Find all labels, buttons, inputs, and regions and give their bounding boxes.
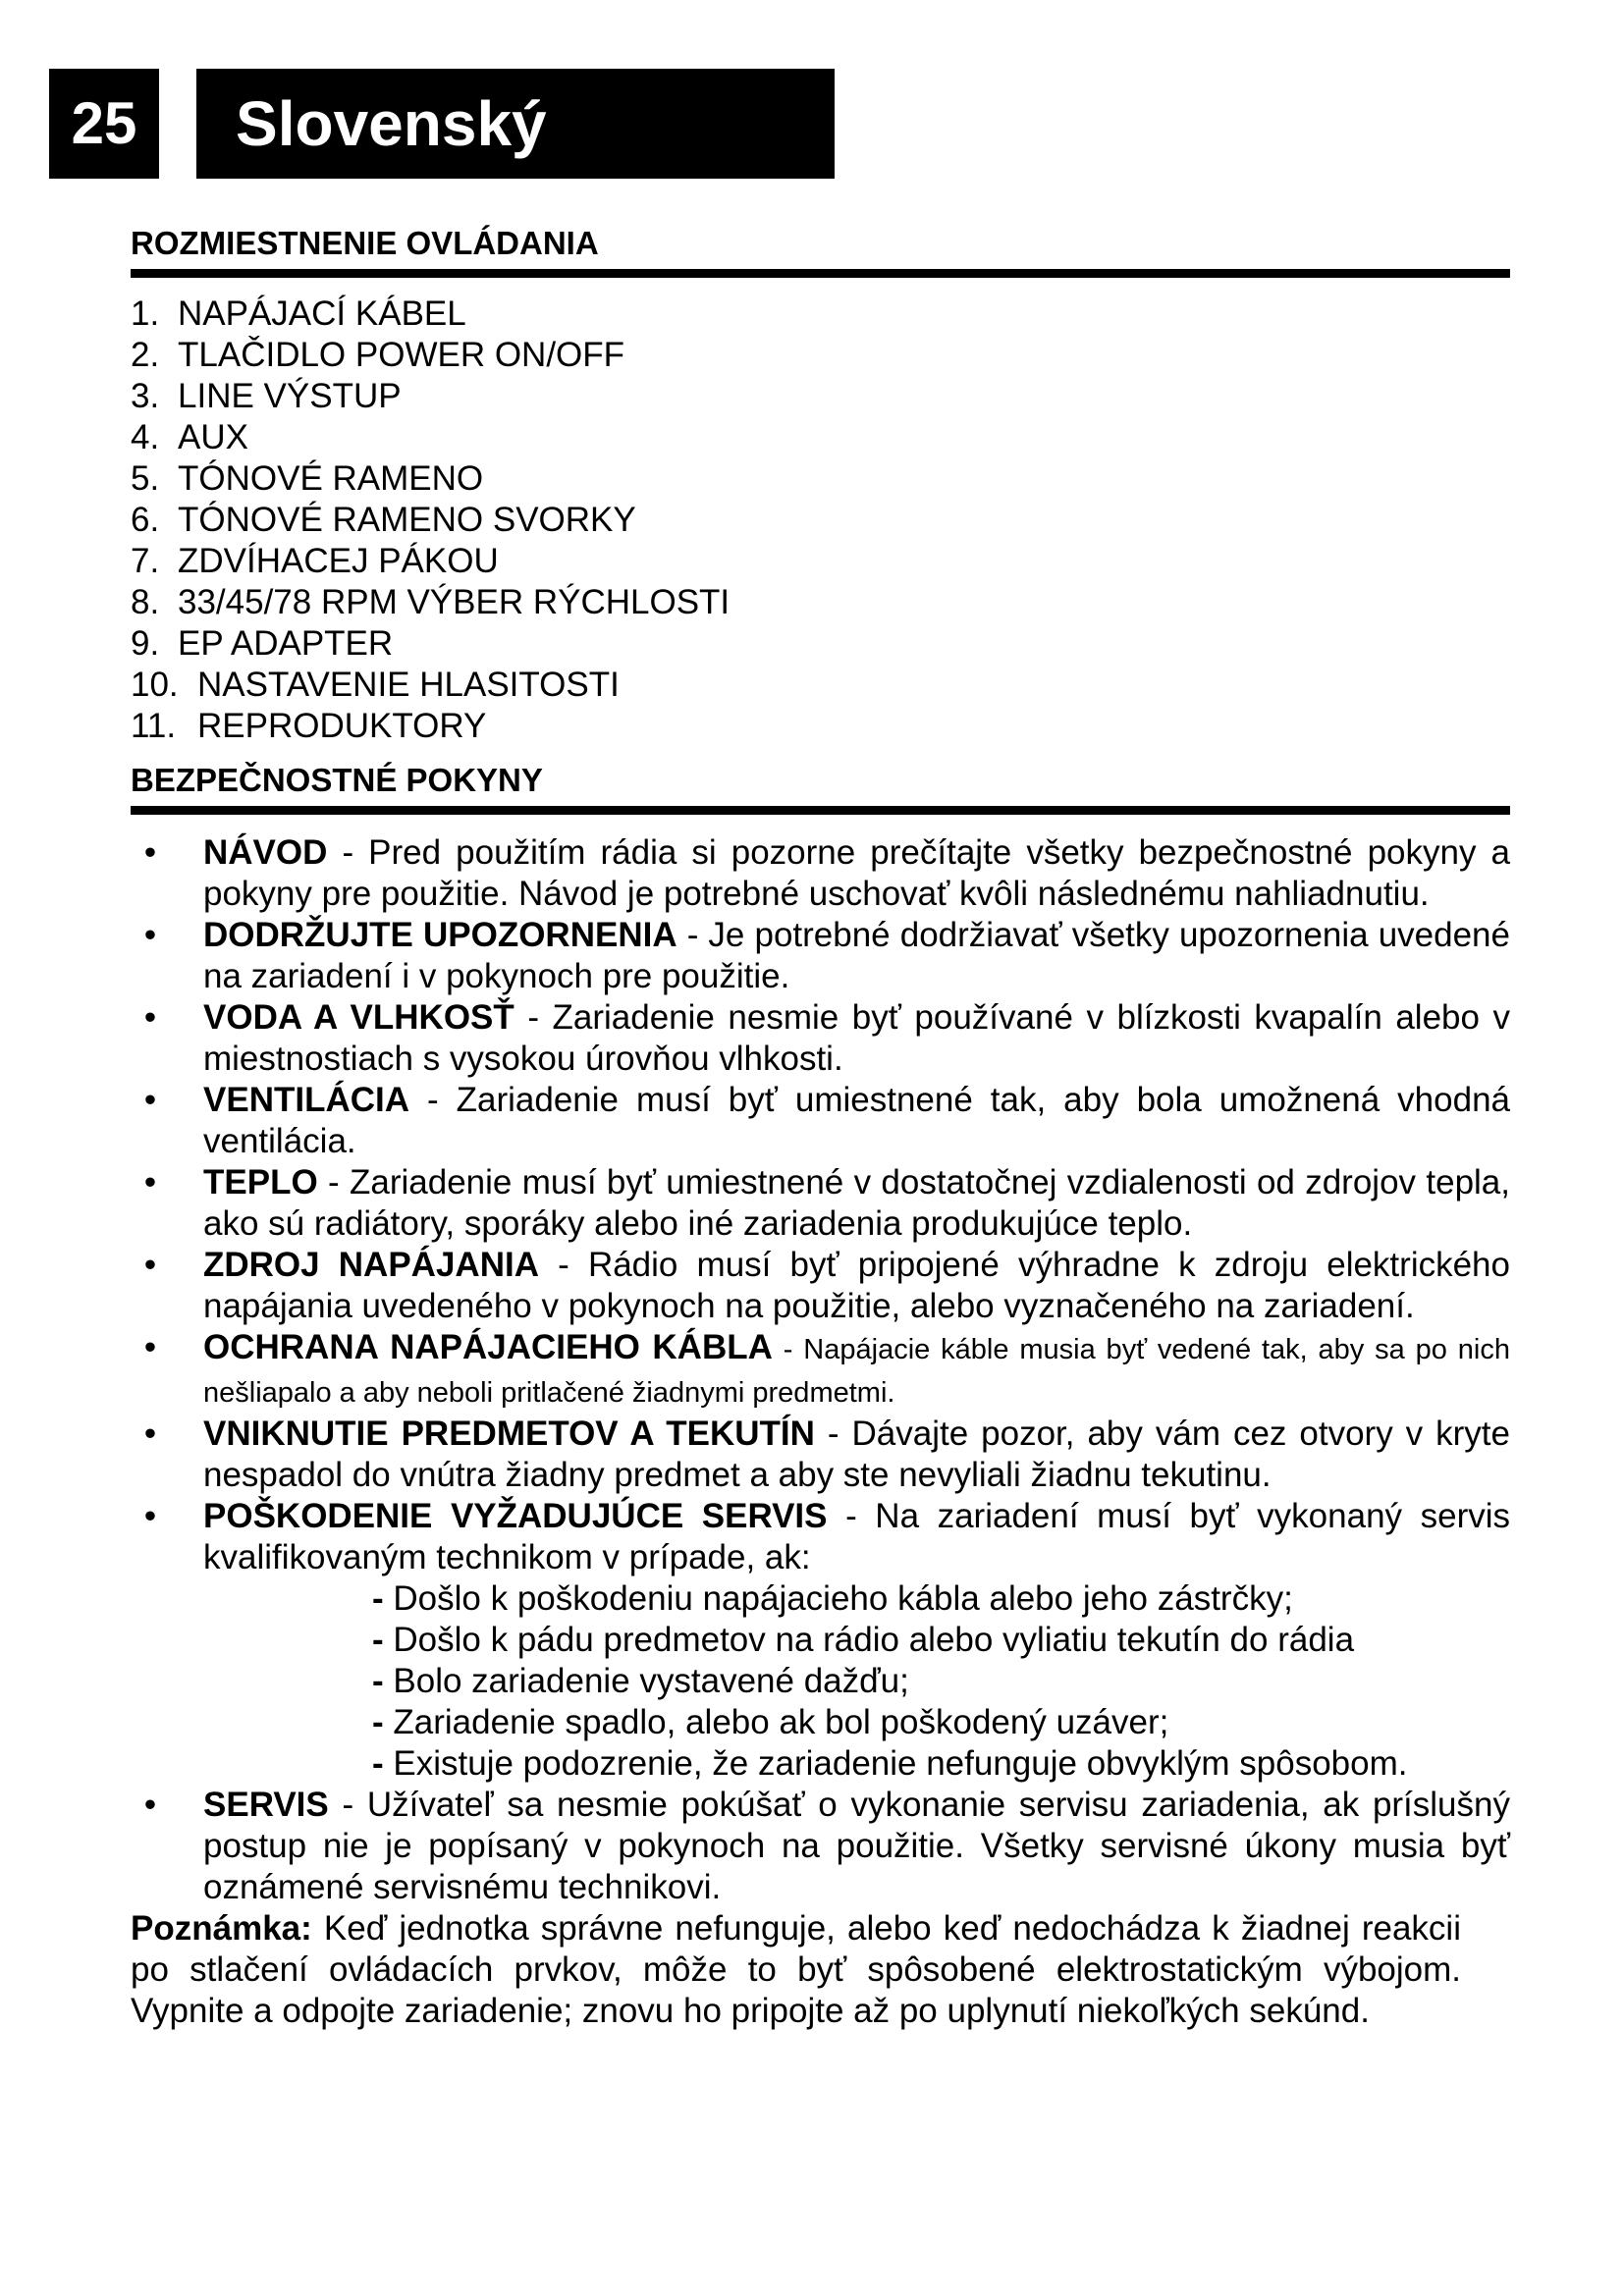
item-label: 33/45/78 RPM VÝBER RÝCHLOSTI [178, 583, 731, 621]
item-text: Bolo zariadenie vystavené dažďu; [393, 1662, 909, 1700]
item-number: 6. [131, 501, 160, 539]
bullet-icon: • [143, 833, 157, 872]
item-label: NASTAVENIE HLASITOSTI [197, 666, 620, 704]
item-number: 5. [131, 459, 160, 498]
item-text: - Zariadenie nesmie byť používané v blízkosti kvapalín alebo v miestnostiach s vysokou úrovňou vlhkosti. [203, 998, 1510, 1078]
item-number: 4. [131, 418, 160, 456]
item-term: OCHRANA NAPÁJACIEHO KÁBLA [203, 1328, 773, 1366]
list-item [131, 294, 1510, 335]
safety-item-water [131, 997, 1510, 1080]
item-label: TLAČIDLO POWER ON/OFF [178, 336, 625, 374]
item-text: - Užívateľ sa nesmie pokúšať o vykonanie servisu zariadenia, ak príslušný postup nie je popísaný v pokynoch na použitie. Všetky servisné úkony musia byť oznámené servisnému technikovi. [203, 1786, 1510, 1906]
item-label: REPRODUKTORY [197, 707, 487, 745]
list-item [131, 376, 1510, 417]
controls-list [131, 294, 1510, 747]
item-text: - Napájacie káble musia byť vedené tak, aby sa po nich nešliapalo a aby neboli pritlačené žiadnymi predmetmi. [203, 1334, 1511, 1409]
dash-icon: - [372, 1703, 384, 1741]
safety-item-service [131, 1785, 1510, 1908]
list-item [131, 417, 1510, 458]
item-term: ZDROJ NAPÁJANIA [203, 1246, 539, 1284]
bullet-icon: • [143, 1786, 157, 1824]
item-term: VENTILÁCIA [203, 1081, 409, 1119]
bullet-icon: • [143, 916, 157, 954]
safety-item-heat [131, 1162, 1510, 1245]
item-term: VODA A VLHKOSŤ [203, 998, 514, 1037]
item-label: EP ADAPTER [178, 624, 394, 663]
service-cases-list [131, 1578, 1510, 1785]
list-item [372, 1620, 1510, 1661]
safety-item-objects-liquids [131, 1414, 1510, 1496]
list-item [131, 458, 1510, 500]
safety-list-continued [131, 1785, 1510, 1908]
safety-item-damage-service [131, 1496, 1510, 1578]
document-body [131, 224, 1510, 2066]
list-item [372, 1702, 1510, 1743]
item-number: 2. [131, 336, 160, 374]
item-text: - Rádio musí byť pripojené výhradne k zdroju elektrického napájania uvedeného v pokynoch na použitie, alebo vyznačeného na zariadení. [203, 1246, 1510, 1325]
item-number: 3. [131, 377, 160, 415]
item-number: 9. [131, 624, 160, 663]
item-term: VNIKNUTIE PREDMETOV A TEKUTÍN [203, 1415, 815, 1453]
bullet-icon: • [143, 1163, 157, 1201]
list-item [372, 1661, 1510, 1702]
bullet-icon: • [143, 1415, 157, 1453]
list-item [131, 500, 1510, 541]
bullet-icon: • [143, 1246, 157, 1284]
list-item [131, 541, 1510, 582]
item-label: NAPÁJACÍ KÁBEL [178, 294, 466, 333]
dash-icon: - [372, 1579, 384, 1618]
item-label: TÓNOVÉ RAMENO [178, 459, 484, 498]
item-number: 7. [131, 542, 160, 580]
bullet-icon: • [143, 1081, 157, 1119]
controls-heading: ROZMIESTNENIE OVLÁDANIA [131, 224, 1510, 278]
list-item [372, 1743, 1510, 1785]
item-number: 11. [131, 707, 177, 745]
item-term: TEPLO [203, 1163, 318, 1201]
item-number: 10. [131, 666, 179, 704]
bullet-icon: • [143, 998, 157, 1037]
item-label: AUX [178, 418, 248, 456]
item-term: DODRŽUJTE UPOZORNENIA [203, 916, 677, 954]
item-label: ZDVÍHACEJ PÁKOU [178, 542, 499, 580]
bullet-icon: • [143, 1497, 157, 1535]
safety-item-ventilation [131, 1080, 1510, 1162]
note-text: Keď jednotka správne nefunguje, alebo keď nedochádza k žiadnej reakcii po stlačení ovládacích prvkov, môže to byť spôsobené elektrostatickým výbojom. Vypnite a odpojte zariadenie; znovu ho pripojte až po uplynutí niekoľkých sekúnd. [131, 1909, 1461, 2030]
page-number: 25 [49, 69, 159, 179]
item-number: 1. [131, 294, 160, 333]
item-term: POŠKODENIE VYŽADUJÚCE SERVIS [203, 1497, 828, 1535]
safety-item-warnings [131, 915, 1510, 997]
dash-icon: - [372, 1744, 384, 1783]
dash-icon: - [372, 1662, 384, 1700]
item-text: - Zariadenie musí byť umiestnené v dostatočnej vzdialenosti od zdrojov tepla, ako sú radiátory, sporáky alebo iné zariadenia produkujúce teplo. [203, 1163, 1510, 1243]
safety-item-manual [131, 832, 1510, 915]
item-label: TÓNOVÉ RAMENO SVORKY [178, 501, 636, 539]
list-item [131, 335, 1510, 376]
item-text: Došlo k poškodeniu napájacieho kábla alebo jeho zástrčky; [393, 1579, 1293, 1618]
safety-heading: BEZPEČNOSTNÉ POKYNY [131, 761, 1510, 815]
bullet-icon: • [143, 1328, 157, 1366]
item-text: - Na zariadení musí byť vykonaný servis kvalifikovaným technikom v prípade, ak: [203, 1497, 1511, 1576]
list-item [131, 706, 1510, 747]
list-item [131, 665, 1510, 706]
dash-icon: - [372, 1621, 384, 1659]
item-term: SERVIS [203, 1786, 329, 1824]
item-text: Zariadenie spadlo, alebo ak bol poškodený uzáver; [393, 1703, 1169, 1741]
note-paragraph [131, 1908, 1461, 2032]
item-term: NÁVOD [203, 833, 328, 872]
list-item [131, 582, 1510, 623]
list-item [131, 623, 1510, 665]
note-label: Poznámka: [131, 1909, 312, 1948]
item-text: - Dávajte pozor, aby vám cez otvory v kryte nespadol do vnútra žiadny predmet a aby ste nevyliali žiadnu tekutinu. [203, 1415, 1510, 1494]
safety-list [131, 832, 1510, 1578]
item-text: Existuje podozrenie, že zariadenie nefunguje obvyklým spôsobom. [393, 1744, 1408, 1783]
item-text: - Pred použitím rádia si pozorne prečítajte všetky bezpečnostné pokyny a pokyny pre použitie. Návod je potrebné uschovať kvôli následnému nahliadnutiu. [203, 833, 1510, 913]
item-label: LINE VÝSTUP [178, 377, 402, 415]
safety-item-cable-protection [131, 1327, 1510, 1414]
item-text: Došlo k pádu predmetov na rádio alebo vyliatiu tekutín do rádia [393, 1621, 1355, 1659]
list-item [372, 1578, 1510, 1620]
item-number: 8. [131, 583, 160, 621]
language-title: Slovenský [196, 69, 835, 179]
safety-item-power-source [131, 1245, 1510, 1327]
item-text: - Je potrebné dodržiavať všetky upozornenia uvedené na zariadení i v pokynoch pre použitie. [203, 916, 1510, 995]
item-text: - Zariadenie musí byť umiestnené tak, aby bola umožnená vhodná ventilácia. [203, 1081, 1510, 1160]
